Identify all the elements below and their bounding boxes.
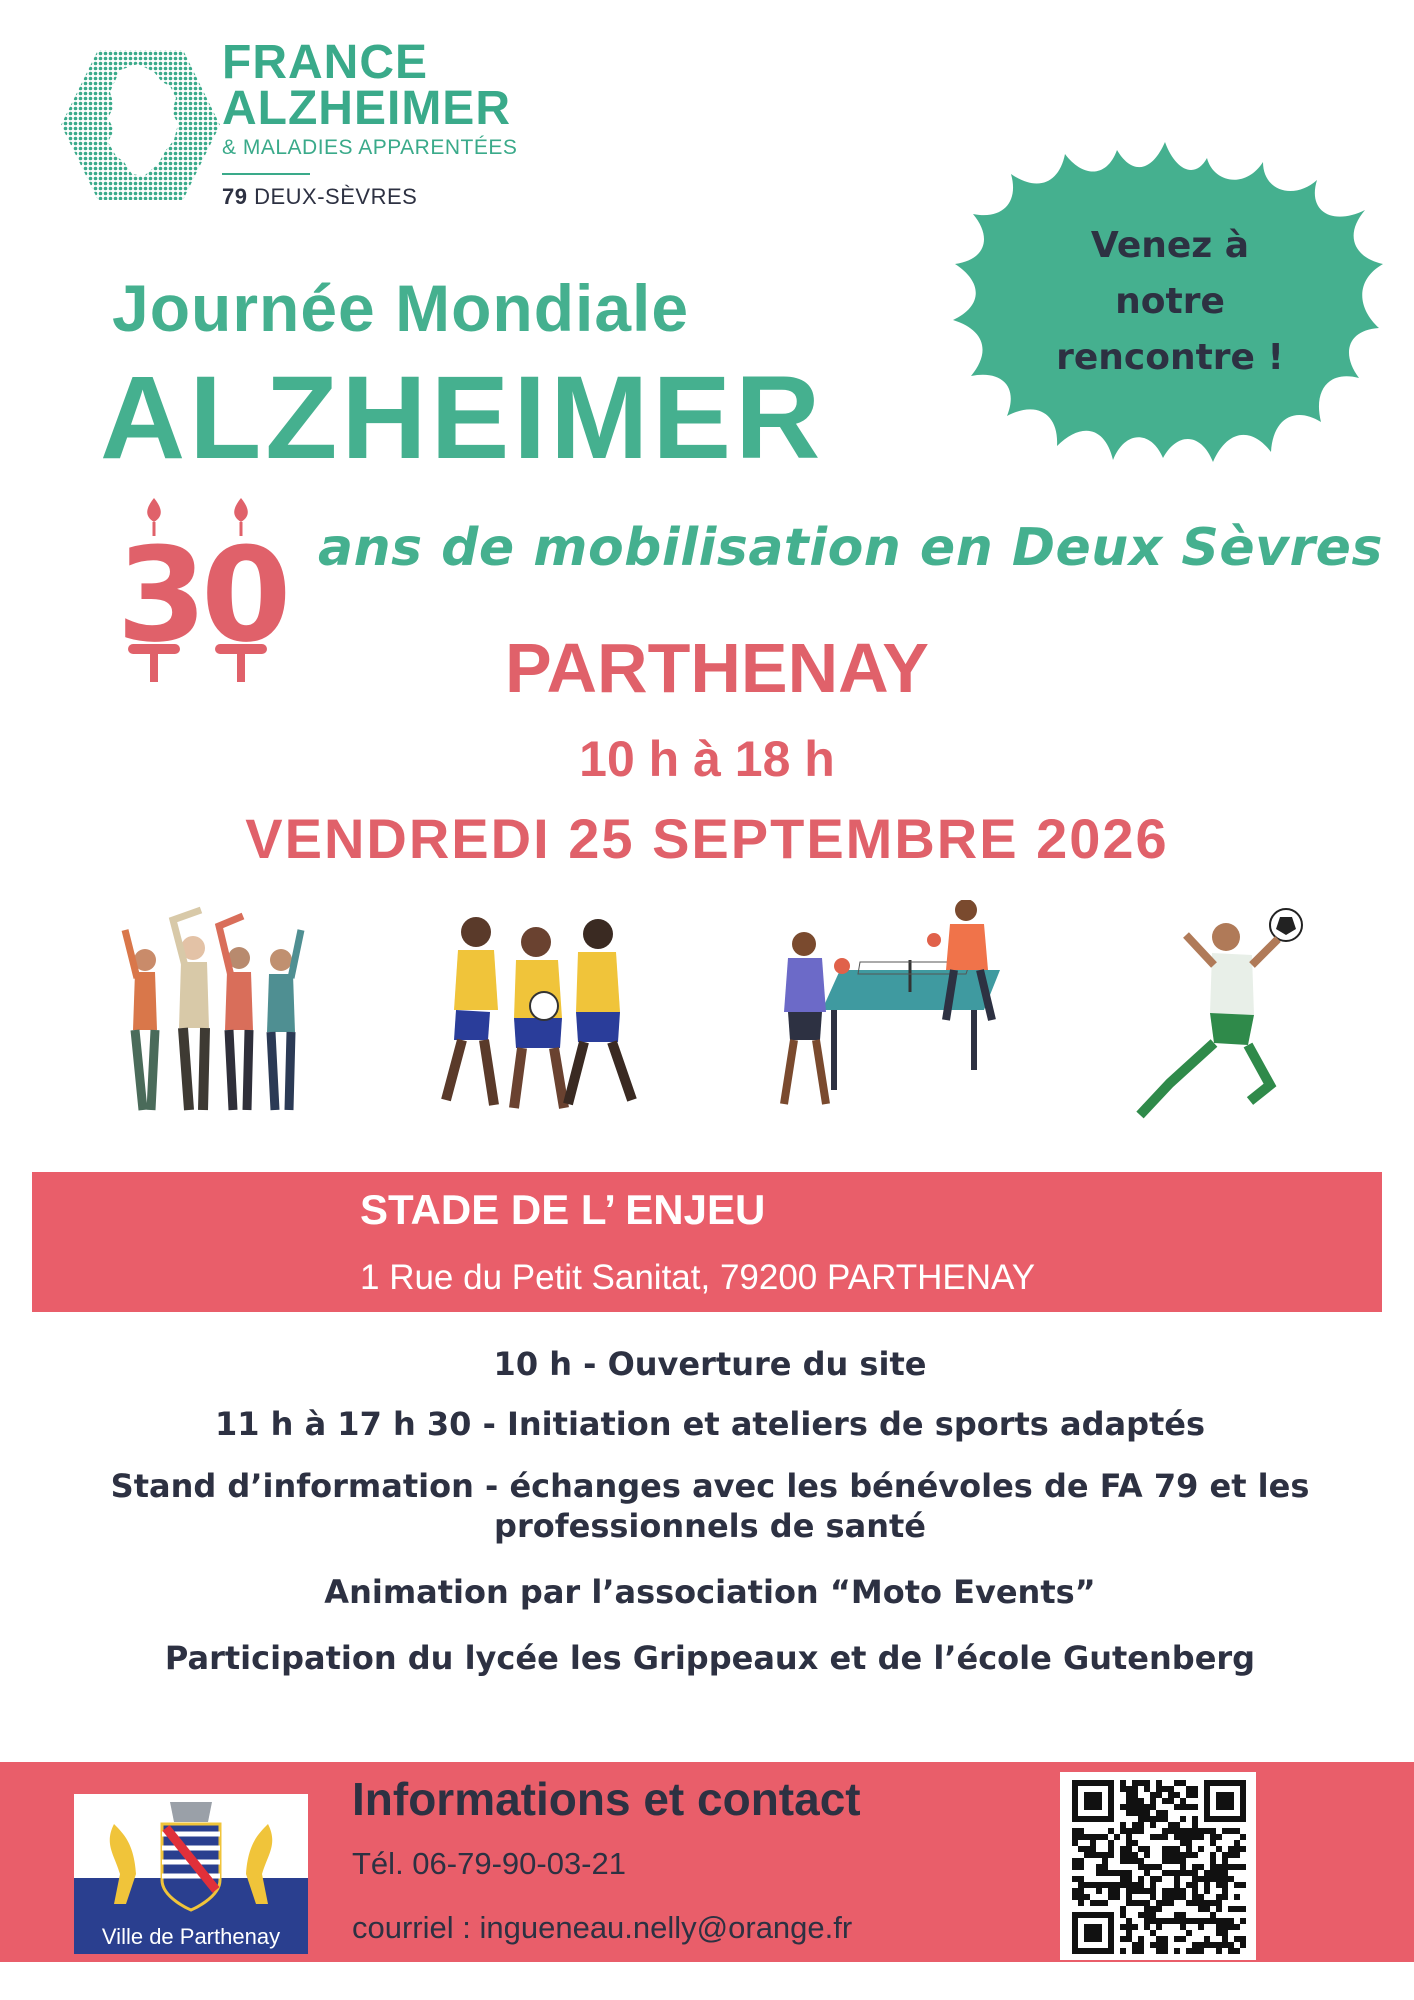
program-list [60, 1330, 1360, 1678]
contact-phone: Tél. 06-79-90-03-21 [352, 1846, 626, 1881]
burst-line-3: rencontre ! [1056, 337, 1284, 378]
logo-line-maladies: & MALADIES APPARENTÉES [222, 136, 518, 159]
soccer-player-illustration [1130, 905, 1310, 1135]
info-title: Informations et contact [352, 1773, 861, 1825]
france-alzheimer-logo-icon [58, 46, 223, 204]
contact-email: courriel : ingueneau.nelly@orange.fr [352, 1910, 853, 1945]
burst-line-1: Venez à [1090, 225, 1250, 266]
venue-name: STADE DE L’ ENJEU [360, 1186, 766, 1233]
anniversary-text: ans de mobilisation en Deux Sèvres [318, 518, 1383, 578]
logo-line-france: FRANCE [222, 36, 428, 89]
program-item: Animation par l’association “Moto Events” [324, 1573, 1096, 1611]
starburst-text [1040, 218, 1300, 386]
title-journee-mondiale: Journée Mondiale [112, 271, 690, 345]
team-huddle-illustration [418, 900, 648, 1130]
flag-caption: Ville de Parthenay [74, 1920, 308, 1954]
title-alzheimer: ALZHEIMER [100, 352, 825, 484]
program-item: 10 h - Ouverture du site [493, 1345, 927, 1383]
logo-dept-number: 79 [222, 184, 248, 209]
program-item: 11 h à 17 h 30 - Initiation et ateliers de sports adaptés [214, 1405, 1206, 1443]
anniversary-number: 30 [116, 519, 286, 671]
logo-line-alzheimer: ALZHEIMER [222, 82, 511, 135]
program-item: Stand d’information - échanges avec les bénévoles de FA 79 et les professionnels de santé [110, 1467, 1310, 1545]
event-city: PARTHENAY [505, 629, 929, 707]
burst-line-2: notre [1115, 281, 1225, 322]
venue-address: 1 Rue du Petit Sanitat, 79200 PARTHENAY [360, 1258, 1036, 1297]
event-hours: 10 h à 18 h [579, 731, 835, 787]
logo-department [222, 184, 417, 210]
program-item: Participation du lycée les Grippeaux et de l’école Gutenberg [164, 1639, 1256, 1677]
contact-footer [0, 1762, 1414, 1962]
logo-dept-name: DEUX-SÈVRES [254, 184, 418, 209]
qr-code-icon[interactable] [1060, 1772, 1256, 1960]
table-tennis-illustration [770, 900, 1010, 1130]
venue-banner [32, 1172, 1382, 1312]
event-date: VENDREDI 25 SEPTEMBRE 2026 [245, 807, 1169, 870]
stretching-seniors-illustration [115, 900, 305, 1130]
logo-divider [222, 173, 310, 175]
